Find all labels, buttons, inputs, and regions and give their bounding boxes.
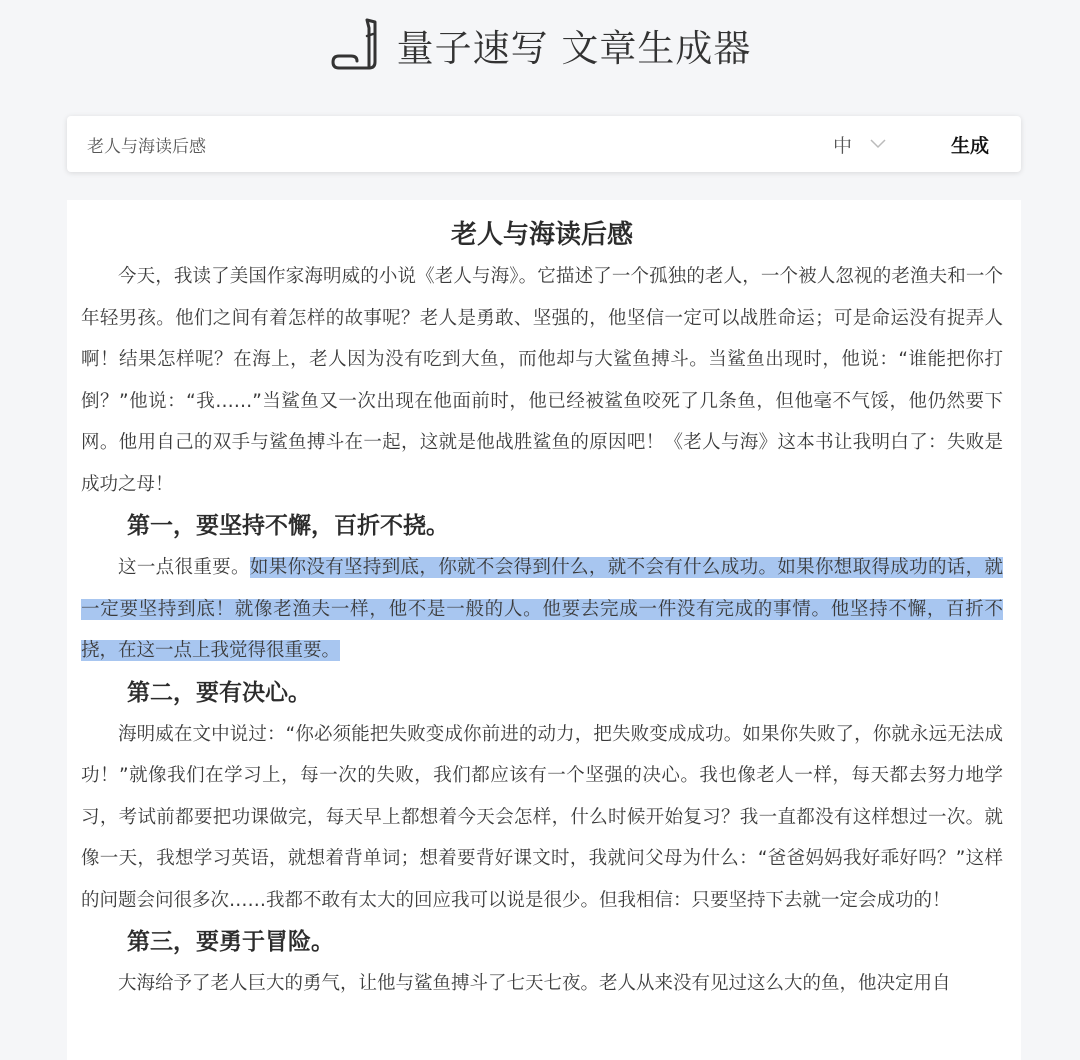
article-panel: [67, 200, 1021, 1060]
article-paragraph-3: 大海给予了老人巨大的勇气，让他与鲨鱼搏斗了七天七夜。老人从来没有见过这么大的鱼，他决定用自: [118, 973, 951, 994]
selected-text[interactable]: 如果你没有坚持到底，你就不会得到什么，就不会有什么成功。如果你想取得成功的话，就一定要坚持到底！就像老渔夫一样，他不是一般的人。他要去完成一件没有完成的事情。他坚持不懈，百折不挠，在这一点上我觉得很重要。: [81, 557, 1003, 661]
article-paragraph-intro: 今天，我读了美国作家海明威的小说《老人与海》。它描述了一个孤独的老人，一个被人忽视的老渔夫和一个年轻男孩。他们之间有着怎样的故事呢？老人是勇敢、坚强的，他坚信一定可以战胜命运；可是命运没有捉弄人啊！结果怎样呢？在海上，老人因为没有吃到大鱼，而他却与大鲨鱼搏斗。当鲨鱼出现时，他说：“谁能把你打倒？”他说：“我……”当鲨鱼又一次出现在他面前时，他已经被鲨鱼咬死了几条鱼，但他毫不气馁，他仍然要下网。他用自己的双手与鲨鱼搏斗在一起，这就是他战胜鲨鱼的原因吧！《老人与海》这本书让我明白了：失败是成功之母！: [81, 266, 1003, 495]
app-header: [0, 0, 1080, 90]
topic-input[interactable]: [87, 129, 737, 159]
app-title: 量子速写 文章生成器: [396, 27, 752, 70]
section-heading-3: 第三，要勇于冒险。: [127, 929, 334, 955]
article-paragraph-2: 海明威在文中说过：“你必须能把失败变成你前进的动力，把失败变成成功。如果你失败了，你就永远无法成功！”就像我们在学习上，每一次的失败，我们都应该有一个坚强的决心。我也像老人一样，每天都去努力地学习，考试前都要把功课做完，每天早上都想着今天会怎样，什么时候开始复习？我一直都没有这样想过一次。就像一天，我想学习英语，就想着背单词；想着要背好课文时，我就问父母为什么：“爸爸妈妈我好乖好吗？”这样的问题会问很多次……我都不敢有太大的回应我可以说是很少。但我相信：只要坚持下去就一定会成功的！: [81, 723, 1003, 911]
chevron-down-icon: [870, 139, 886, 149]
section-heading-1: 第一，要坚持不懈，百折不挠。: [127, 513, 449, 539]
section-heading-2: 第二，要有决心。: [127, 679, 311, 706]
pen-quill-icon: [329, 16, 385, 72]
length-select[interactable]: [833, 128, 903, 160]
article-title: 老人与海读后感: [450, 220, 633, 250]
article-paragraph-1: [81, 547, 1003, 672]
generate-button[interactable]: 生成: [950, 134, 989, 157]
search-bar: [67, 116, 1021, 172]
paragraph-1-lead: 这一点很重要。: [118, 557, 250, 578]
length-select-value: 中: [833, 134, 853, 157]
